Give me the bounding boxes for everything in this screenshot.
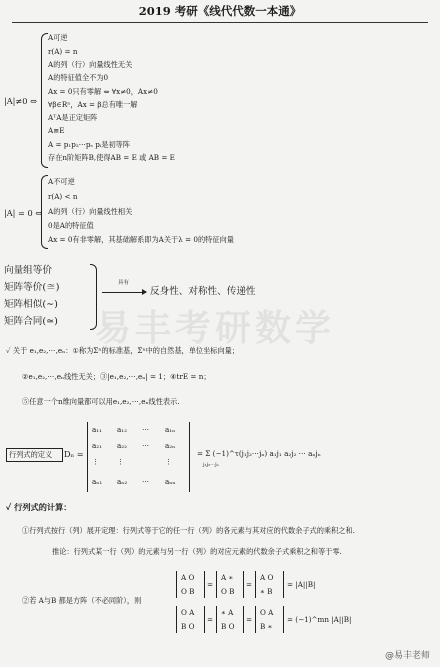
weibo-handle: @易丰老师 (384, 651, 430, 661)
nonzero-item: r(A) = n (48, 47, 78, 56)
block-bar (283, 571, 284, 598)
det-matrix-cell: aₙ₂ (117, 477, 128, 486)
block-cell: B ∗ (260, 622, 273, 631)
calc-rule: ②若 A与B 都是方阵（不必同阶），则 (22, 596, 142, 605)
block-cell: ∗ A (221, 608, 234, 617)
det-rhs: = Σ (−1)^τ(j₁j₂⋯jₙ) a₁j₁ a₂j₂ ⋯ aₙjₙ (197, 449, 321, 458)
page-title: 2019 考研《线代代数一本通》 (138, 4, 302, 18)
block-result: = |A||B| (287, 580, 316, 589)
equiv-item: 向量组等价 (4, 265, 52, 276)
block-cell: A ∗ (221, 573, 234, 582)
block-cell: ∗ B (260, 587, 273, 596)
nonzero-item: Ax = 0只有零解 ⇔ ∀x≠0，Ax≠0 (48, 87, 158, 96)
basis-line: ⑤任意一个n维向量都可以用e₁,e₂,⋯,eₙ线性表示. (22, 397, 180, 406)
block-cell: A O (260, 573, 274, 582)
block-bar (216, 571, 217, 598)
block-cell: B O (221, 622, 235, 631)
zero-item: Ax = 0有非零解，其基础解系即为A关于λ = 0的特征向量 (48, 235, 234, 244)
block-cell: O A (181, 608, 195, 617)
nonzero-item: A = p₁p₂⋯pₛ pᵢ是初等阵 (48, 140, 131, 149)
det-matrix-cell: a₁₂ (117, 425, 128, 434)
block-cell: A O (181, 573, 195, 582)
block-cell: O B (181, 587, 195, 596)
nonzero-item: AᵀA是正定矩阵 (48, 113, 98, 122)
zero-label: |A| = 0 ⇔ (4, 208, 43, 218)
zero-brace (41, 175, 48, 249)
det-bar-left (87, 422, 88, 492)
det-matrix-cell: ⋮ (92, 457, 100, 466)
det-sum-sub: j₁j₂⋯jₙ (203, 462, 219, 468)
equiv-item: 矩阵等价(≅) (4, 282, 60, 293)
det-matrix-cell: a₂ₙ (165, 441, 176, 450)
nonzero-item: A的列（行）向量线性无关 (48, 60, 133, 69)
block-result: = (−1)^mn |A||B| (287, 615, 352, 624)
block-bar (176, 606, 177, 633)
block-bar (204, 606, 205, 633)
zero-item: A不可逆 (48, 177, 75, 186)
det-matrix-cell: ⋯ (142, 441, 150, 450)
block-eq: = (246, 615, 253, 624)
det-matrix-cell: aₙₙ (165, 477, 176, 486)
zero-item: 0是A的特征值 (48, 221, 94, 230)
equiv-item: 矩阵合同(≃) (4, 316, 58, 327)
block-cell: O A (260, 608, 274, 617)
block-bar (243, 606, 244, 633)
block-bar (204, 571, 205, 598)
det-matrix-cell: a₁ₙ (165, 425, 176, 434)
watermark: 易丰考研数学 (95, 308, 336, 349)
calc-rule: ①行列式按行（列）展开定理：行列式等于它的任一行（列）的各元素与其对应的代数余子式的乘积之和. (22, 526, 355, 535)
block-bar (243, 571, 244, 598)
det-matrix-cell: ⋯ (142, 477, 150, 486)
block-eq: = (207, 615, 214, 624)
nonzero-item: A可逆 (48, 33, 68, 42)
det-matrix-cell: a₂₂ (117, 441, 128, 450)
det-bar-right (189, 422, 190, 492)
block-cell: O B (221, 587, 235, 596)
block-eq: = (207, 580, 214, 589)
block-eq: = (246, 580, 253, 589)
block-bar (176, 571, 177, 598)
basis-line: ②e₁,e₂,⋯,eₙ线性无关；③|e₁,e₂,⋯,eₙ| = 1；④trE = n； (22, 372, 211, 381)
det-matrix-cell: ⋮ (165, 457, 173, 466)
det-matrix-cell: ⋮ (117, 457, 125, 466)
zero-item: r(A) < n (48, 192, 78, 201)
right-arrow-icon (102, 292, 146, 293)
title-rule (12, 22, 428, 23)
calc-heading: ✓ 行列式的计算： (6, 502, 72, 512)
block-cell: B O (181, 622, 195, 631)
block-bar (255, 606, 256, 633)
equiv-arrow-label: 具有 (118, 280, 130, 286)
nonzero-item: 存在n阶矩阵B,使得AB = E 或 AB = E (48, 153, 175, 162)
nonzero-label: |A|≠0 ⇔ (4, 96, 37, 106)
det-lhs: Dₙ = (64, 449, 84, 459)
det-matrix-cell: ⋯ (142, 425, 150, 434)
equiv-result: 反身性、对称性、传递性 (150, 286, 256, 297)
nonzero-item: ∀β∈Rⁿ，Ax = β总有唯一解 (48, 100, 138, 109)
det-matrix-cell: a₂₁ (92, 441, 103, 450)
nonzero-brace (41, 33, 48, 168)
basis-line: ✓ 关于 e₁,e₂,⋯,eₙ：①称为Σⁿ的标准基，Σⁿ中的自然基，单位坐标向量； (6, 346, 240, 355)
det-def-label: 行列式的定义 (9, 450, 53, 459)
block-bar (255, 571, 256, 598)
equiv-item: 矩阵相似(∼) (4, 299, 58, 310)
calc-rule: 推论：行列式某一行（列）的元素与另一行（列）的对应元素的代数余子式乘积之和等于零. (52, 547, 342, 556)
block-bar (283, 606, 284, 633)
block-bar (216, 606, 217, 633)
nonzero-item: A≅E (48, 126, 65, 135)
zero-item: A的列（行）向量线性相关 (48, 207, 133, 216)
det-matrix-cell: a₁₁ (92, 425, 103, 434)
det-matrix-cell: aₙ₁ (92, 477, 103, 486)
nonzero-item: A的特征值全不为0 (48, 73, 109, 82)
